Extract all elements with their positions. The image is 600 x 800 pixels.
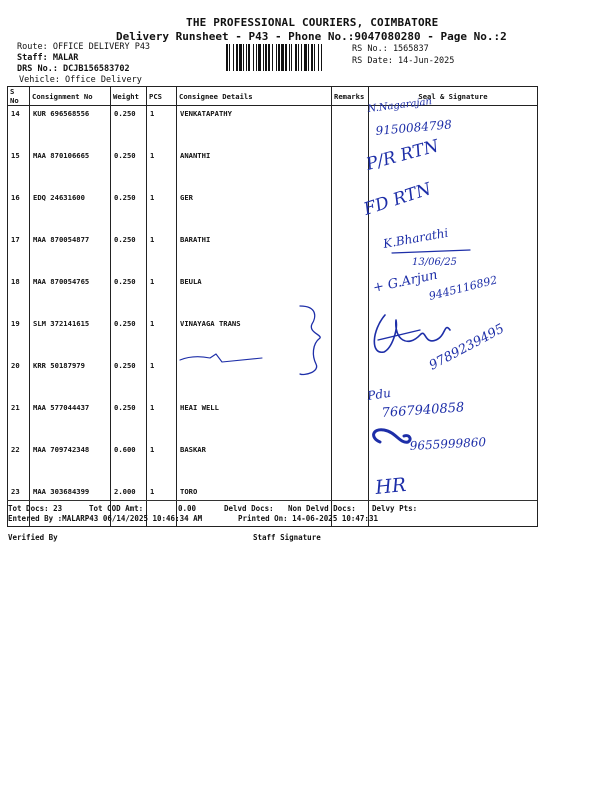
cell-consignee: BASKAR xyxy=(177,442,332,484)
company-title: THE PROFESSIONAL COURIERS, COIMBATORE xyxy=(186,16,439,29)
cell-remarks xyxy=(332,316,369,358)
barcode-bar xyxy=(295,44,297,71)
cell-weight: 0.600 xyxy=(111,442,147,484)
handwritten-phone-row20: 9789239495 xyxy=(426,321,507,374)
cell-signature xyxy=(369,148,538,190)
barcode-bar xyxy=(248,44,250,71)
cell-sno: 20 xyxy=(8,358,30,400)
cell-signature xyxy=(369,358,538,400)
cell-consignee: BARATHI xyxy=(177,232,332,274)
delivered-docs: Delvd Docs: xyxy=(224,504,274,513)
cell-pcs: 1 xyxy=(147,274,177,316)
cell-consignee xyxy=(177,358,332,400)
cell-consignment: MAA 870054877 xyxy=(30,232,111,274)
barcode-bar xyxy=(281,44,284,71)
barcode-bar xyxy=(268,44,270,71)
cell-sno: 15 xyxy=(8,148,30,190)
route-label: Route: OFFICE DELIVERY P43 xyxy=(17,42,151,52)
barcode-bar xyxy=(318,44,319,71)
barcode-bar xyxy=(276,44,277,71)
barcode-bar xyxy=(253,44,254,71)
col-header-remarks: Remarks xyxy=(332,87,369,106)
table-row xyxy=(8,190,538,232)
cell-signature xyxy=(369,106,538,149)
total-docs: Tot Docs: 23 xyxy=(8,504,63,513)
cell-remarks xyxy=(332,190,369,232)
cell-signature xyxy=(369,274,538,316)
cell-pcs: 1 xyxy=(147,148,177,190)
barcode-bar xyxy=(246,44,247,71)
cell-pcs: 1 xyxy=(147,484,177,527)
cell-weight: 0.250 xyxy=(111,232,147,274)
handwritten-phone-row14: 9150084798 xyxy=(375,117,453,138)
table-row xyxy=(8,232,538,274)
cell-weight: 0.250 xyxy=(111,106,147,149)
table-header-row xyxy=(8,87,538,106)
cell-signature xyxy=(369,400,538,442)
non-delivered-docs: Non Delvd Docs: xyxy=(288,504,356,513)
barcode-bar xyxy=(236,44,238,71)
cell-sno: 18 xyxy=(8,274,30,316)
printed-on: Printed On: 14-06-2025 10:47:31 xyxy=(238,514,378,523)
cell-pcs: 1 xyxy=(147,190,177,232)
cell-signature xyxy=(369,232,538,274)
barcode-bar xyxy=(291,44,292,71)
rs-number: RS No.: 1565837 xyxy=(352,44,429,54)
cell-sno: 16 xyxy=(8,190,30,232)
barcode-bar xyxy=(243,44,244,71)
cell-remarks xyxy=(332,232,369,274)
col-header-consignment: Consignment No xyxy=(30,87,111,106)
cell-remarks xyxy=(332,400,369,442)
table-row xyxy=(8,106,538,149)
handwritten-name-row14: N.Nagarajan xyxy=(367,96,433,115)
entered-by: Entered By :MALARP43 06/14/2025 10:46:34 AM xyxy=(8,514,203,523)
cell-sno: 23 xyxy=(8,484,30,527)
barcode-bar xyxy=(298,44,299,71)
barcode-bar xyxy=(311,44,313,71)
cell-weight: 2.000 xyxy=(111,484,147,527)
handwritten-date-row17: 13/06/25 xyxy=(412,257,457,268)
barcode-bar xyxy=(278,44,280,71)
drs-number: DRS No.: DCJB156583702 xyxy=(17,64,130,74)
runsheet-subtitle: Delivery Runsheet - P43 - Phone No.:9047080280 - Page No.:2 xyxy=(116,30,507,43)
total-cod-label: Tot COD Amt: xyxy=(89,504,144,513)
total-cod-value: 0.00 xyxy=(178,504,197,513)
cell-sno: 14 xyxy=(8,106,30,149)
barcode-bar xyxy=(304,44,307,71)
cell-weight: 0.250 xyxy=(111,316,147,358)
cell-signature xyxy=(369,442,538,484)
barcode xyxy=(226,44,350,71)
cell-consignment: MAA 870054765 xyxy=(30,274,111,316)
cell-consignee: VINAYAGA TRANS xyxy=(177,316,332,358)
cell-pcs: 1 xyxy=(147,106,177,149)
barcode-bar xyxy=(229,44,230,71)
cell-weight: 0.250 xyxy=(111,148,147,190)
barcode-bar xyxy=(308,44,309,71)
handwritten-note-row23: HR xyxy=(374,473,408,499)
col-header-pcs: PCS xyxy=(147,87,177,106)
verified-by: Verified By xyxy=(8,533,58,542)
cell-consignee: GER xyxy=(177,190,332,232)
cell-consignment: MAA 870106665 xyxy=(30,148,111,190)
cell-remarks xyxy=(332,358,369,400)
handwritten-name-row21: Pdu xyxy=(366,385,392,403)
barcode-bar xyxy=(301,44,302,71)
cell-consignee: HEAI WELL xyxy=(177,400,332,442)
cell-consignment: SLM 372141615 xyxy=(30,316,111,358)
table-row xyxy=(8,274,538,316)
table-row xyxy=(8,148,538,190)
runsheet-table xyxy=(7,86,538,527)
table-row xyxy=(8,316,538,358)
handwritten-note-row15: P/R RTN xyxy=(364,136,441,175)
cell-signature xyxy=(369,316,538,358)
cell-consignee: BEULA xyxy=(177,274,332,316)
barcode-bar xyxy=(272,44,273,71)
table-row xyxy=(8,400,538,442)
cell-consignment: MAA 709742348 xyxy=(30,442,111,484)
cell-consignment: MAA 303684399 xyxy=(30,484,111,527)
cell-sno: 17 xyxy=(8,232,30,274)
cell-remarks xyxy=(332,148,369,190)
staff-signature-label: Staff Signature xyxy=(253,533,321,542)
cell-remarks xyxy=(332,274,369,316)
delivery-points: Delvy Pts: xyxy=(372,504,418,513)
footer-divider xyxy=(7,500,537,501)
barcode-bar xyxy=(239,44,242,71)
table-row xyxy=(8,442,538,484)
cell-pcs: 1 xyxy=(147,232,177,274)
barcode-bar xyxy=(226,44,228,71)
handwritten-name-row17: K.Bharathi xyxy=(382,225,450,251)
col-header-consignee: Consignee Details xyxy=(177,87,332,106)
vehicle-label: Vehicle: Office Delivery xyxy=(19,75,142,85)
cell-weight: 0.250 xyxy=(111,358,147,400)
handwritten-phone-row21: 7667940858 xyxy=(381,400,465,421)
cell-pcs: 1 xyxy=(147,316,177,358)
cell-consignee: VENKATAPATHY xyxy=(177,106,332,149)
handwritten-note-row16: FD RTN xyxy=(361,179,434,220)
handwritten-phone-row22: 9655999860 xyxy=(409,435,487,453)
cell-consignment: MAA 577044437 xyxy=(30,400,111,442)
cell-signature xyxy=(369,190,538,232)
cell-pcs: 1 xyxy=(147,442,177,484)
cell-consignee: TORO xyxy=(177,484,332,527)
cell-consignee: ANANTHI xyxy=(177,148,332,190)
barcode-bar xyxy=(285,44,287,71)
barcode-bar xyxy=(233,44,234,71)
col-header-weight: Weight xyxy=(111,87,147,106)
staff-label: Staff: MALAR xyxy=(17,53,79,63)
cell-pcs: 1 xyxy=(147,358,177,400)
col-header-seal-signature: Seal & Signature xyxy=(369,87,538,106)
cell-consignment: EDQ 24631600 xyxy=(30,190,111,232)
barcode-bar xyxy=(256,44,257,71)
cell-weight: 0.250 xyxy=(111,274,147,316)
barcode-bar xyxy=(263,44,264,71)
cell-sno: 21 xyxy=(8,400,30,442)
cell-remarks xyxy=(332,442,369,484)
handwritten-phone-row18: 9445116892 xyxy=(427,273,499,303)
barcode-bar xyxy=(289,44,290,71)
barcode-bar xyxy=(314,44,315,71)
handwritten-name-row18: + G.Arjun xyxy=(371,267,439,296)
col-header-sno: S No xyxy=(8,87,30,106)
cell-weight: 0.250 xyxy=(111,190,147,232)
barcode-bar xyxy=(321,44,322,71)
cell-consignment: KUR 696568556 xyxy=(30,106,111,149)
cell-remarks xyxy=(332,106,369,149)
barcode-bar xyxy=(258,44,261,71)
table-row xyxy=(8,358,538,400)
cell-consignment: KRR 50187979 xyxy=(30,358,111,400)
rs-date: RS Date: 14-Jun-2025 xyxy=(352,56,455,66)
cell-pcs: 1 xyxy=(147,400,177,442)
barcode-bar xyxy=(265,44,267,71)
cell-sno: 22 xyxy=(8,442,30,484)
cell-weight: 0.250 xyxy=(111,400,147,442)
cell-sno: 19 xyxy=(8,316,30,358)
